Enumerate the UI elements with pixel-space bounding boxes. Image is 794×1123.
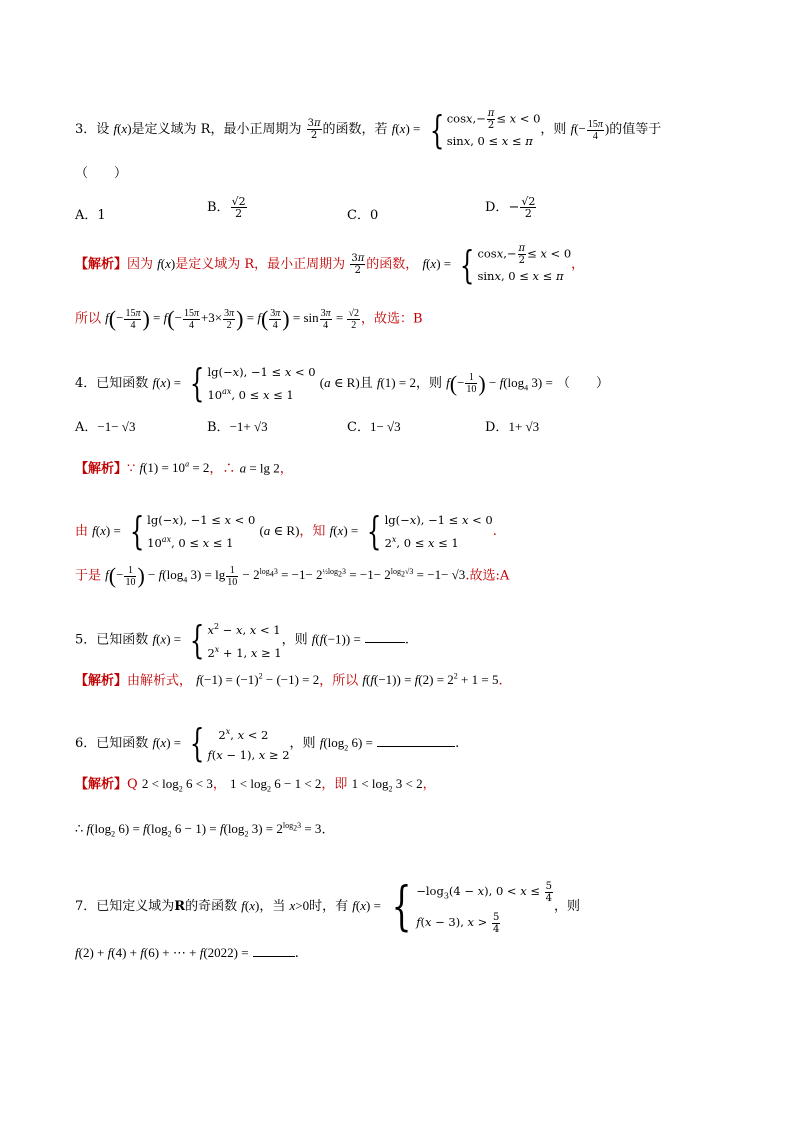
question-number: 7．	[75, 899, 97, 915]
piecewise: { $x^2 - x$, x < 1 $2^x + 1$, x ≥ 1	[190, 617, 282, 662]
option-b: B．−1+ √3	[207, 419, 268, 435]
solution-4: 【解析】∵ $f(1) = 10^a = 2$，∴ a = lg 2，	[75, 460, 293, 477]
option-a: A．−1− √3	[75, 419, 136, 435]
analysis-tag: 【解析】	[75, 777, 128, 792]
question-4: 4．已知函数 f(x) = { lg(−x), −1 ≤ x < 0 $10^{ax}$, 0 ≤ x ≤ 1 (a ∈ R)且 f(1) = 2，则 f(− $\frac{1}{10}$ ) − $f(\log_4$ 3) = （ ）	[75, 361, 609, 406]
question-7: 7．已知定义域为R的奇函数 f(x)，当 x>0时，有 f(x) = { $-\log_3(4 - x)$, 0 < x ≤ $\frac{5}{4}$ f(x − 3), x > $\frac{5}{4}$ ，则	[75, 876, 581, 937]
piecewise: { $-\log_3(4 - x)$, 0 < x ≤ $\frac{5}{4}$ f(x − 3), x > $\frac{5}{4}$	[391, 876, 553, 937]
solution-4-line3: 于是 f(− $\frac{1}{10}$ ) − $f(\log_4$ 3) = lg $\frac{1}{10}$ − $2^{log_43} = -1- 2^{\frac{1}{2}log_23} = -1- 2^{log_2√3} = -1- √3$.故选:A	[75, 563, 510, 589]
solution-3: 【解析】因为 f(x)是定义域为 R，最小正周期为 $\frac{3\pi}{2}$ 的函数， f(x) = { cosx,− $\frac{\pi}{2}$ ≤ x < 0 sinx, 0 ≤ x ≤ π ，	[75, 242, 585, 287]
analysis-tag: 【解析】	[75, 673, 128, 689]
math: f(x)	[113, 121, 132, 136]
piecewise: { cosx,− $\frac{\pi}{2}$ ≤ x < 0 sinx, 0 ≤ x ≤ π	[460, 242, 572, 287]
answer-paren: （ ）	[75, 166, 128, 181]
option-c: C．0	[347, 208, 379, 223]
question-number: 6．	[75, 735, 97, 751]
option-d: D．− $\frac{√2}{2}$	[485, 195, 536, 220]
analysis-tag: 【解析】	[75, 257, 128, 272]
solution-6-line2: ∴ $f(\log_2$ $6) = f(\log_2$ $6 - 1) = f(\log_2$ $3) = 2^{log_23} = 3$.	[75, 821, 326, 839]
answer-blank[interactable]	[377, 746, 455, 747]
piecewise: { cosx,− $\frac{\pi}{2}$ ≤ x < 0 sinx, 0 ≤ x ≤ π	[429, 107, 541, 152]
answer-blank[interactable]	[253, 956, 295, 957]
option-b: B． $\frac{√2}{2}$	[207, 195, 246, 220]
piecewise: { lg(−x), −1 ≤ x < 0 $10^{ax}$, 0 ≤ x ≤ 1	[190, 361, 316, 406]
solution-6: 【解析】Q $2 < \log_2 6 < 3$， $1 < \log_2 6 - 1 < 2$，即 $1 < \log_2 3 < 2$，	[75, 776, 436, 794]
option-d: D．1+ √3	[485, 419, 540, 435]
question-number: 5．	[75, 632, 97, 648]
piecewise: { 2$^x$, x < 2 f(x − 1), x ≥ 2	[190, 721, 290, 766]
solution-4-line2: 由 f(x) = { lg(−x), −1 ≤ x < 0 $10^{ax}$, 0 ≤ x ≤ 1 (a ∈ R)，知 f(x) = { lg(−x), −1 ≤ x < 0 2$^x$, 0 ≤ x ≤ 1 .	[75, 509, 497, 554]
question-5: 5．已知函数 f(x) = { $x^2 - x$, x < 1 $2^x + 1$, x ≥ 1 ，则 f(f(−1)) = .	[75, 617, 410, 662]
answer-blank[interactable]	[365, 642, 405, 643]
question-7-line2: f(2) + f(4) + f(6) + ⋯ + f(2022) = .	[75, 945, 299, 961]
question-3: 3．设 f(x)是定义域为 R，最小正周期为 $\frac{3\pi}{2}$ 的函数，若 f(x) = { cosx,− $\frac{\pi}{2}$ ≤ x < 0 sinx, 0 ≤ x ≤ π ，则 f(− $\frac{15\pi}{4}$ )的值等于	[75, 107, 662, 152]
analysis-tag: 【解析】	[75, 461, 128, 477]
solution-3-line2: 所以 f(− $\frac{15\pi}{4}$ ) = f(− $\frac{15\pi}{4}$ +3× $\frac{3\pi}{2}$ ) = f( $\frac{3\pi}{4}$ ) = sin $\frac{3\pi}{4}$ = $\frac{√2}{2}$ ，故选：B	[75, 306, 423, 332]
option-a: A．1	[75, 208, 106, 223]
question-number: 3．	[75, 122, 97, 137]
question-number: 4．	[75, 375, 97, 391]
fraction: $\frac{3\pi}{2}$	[307, 118, 321, 141]
question-6: 6．已知函数 f(x) = { 2$^x$, x < 2 f(x − 1), x ≥ 2 ，则 $f(\log_2$ 6) = .	[75, 721, 460, 766]
option-c: C．1− √3	[347, 419, 401, 435]
solution-5: 【解析】由解析式， $f(-1) = (-1)^2 - (-1) = 2$，所以 $f(f(-1)) = f(2) = 2^2 + 1 = 5$.	[75, 672, 503, 689]
